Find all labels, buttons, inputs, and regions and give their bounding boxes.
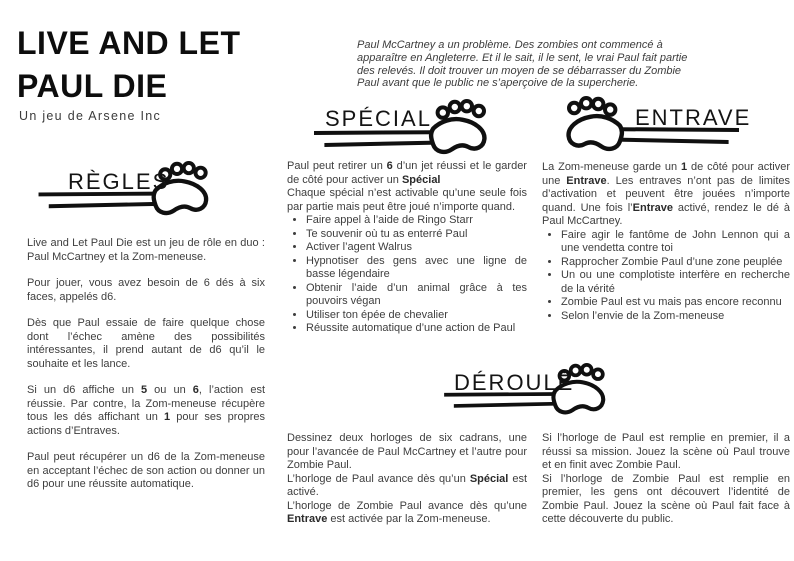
list-item: • Selon l’envie de la Zom-meneuse	[561, 310, 790, 324]
section-heading-regles: RÈGLES	[68, 169, 170, 194]
entrave-text-column	[542, 161, 790, 323]
list-item: • Obtenir l’aide d’un animal grâce à tes pouvoirs végan	[306, 282, 527, 309]
section-header-entrave	[551, 96, 752, 156]
paragraph: La Zom-meneuse garde un 1 de côté pour activer une Entrave. Les entraves n’ont pas de limites d’activation et peuvent être jouées n’importe quand. Une fois l’Entrave activé, rendez le dé à Paul McCartney.	[542, 161, 791, 227]
paragraph: Dès que Paul essaie de faire quelque chose dont l’échec amène des possibilités intéressantes, il prend autant de d6 qu’il le souhaite et les lance.	[27, 317, 265, 370]
page-title-line1: LIVE AND LET	[17, 25, 241, 61]
list-item: • Te souvenir où tu as enterré Paul	[306, 228, 527, 242]
list-item: • Réussite automatique d’une action de Paul	[306, 322, 527, 336]
paragraph: Si un d6 affiche un 5 ou un 6, l’action est réussie. Par contre, la Zom-meneuse récupère tous les dés affichant un 1 pour ses propres actions d’Entraves.	[27, 384, 265, 437]
paragraph: Si l’horloge de Paul est remplie en premier, il a réussi sa mission. Jouez la scène où Paul trouve et en finit avec Zombie Paul.	[542, 432, 790, 471]
entrave-bullet-list	[542, 229, 790, 324]
list-item: • Hypnotiser des gens avec une ligne de basse légendaire	[306, 255, 527, 282]
paragraph: Paul peut récupérer un d6 de la Zom-meneuse en acceptant l’échec de son action ou donner un d6 pour une réussite automatique.	[27, 451, 265, 490]
list-item: • Faire agir le fantôme de John Lennon qui a une vendetta contre toi	[561, 229, 790, 256]
paragraph: Paul peut retirer un 6 d’un jet réussi et le garder de côté pour activer un Spécial	[287, 160, 527, 186]
list-item: • Un ou une complotiste interfère en recherche de la vérité	[561, 269, 790, 296]
list-item: • Rapprocher Zombie Paul d’une zone peuplée	[561, 256, 790, 270]
section-heading-entrave: ENTRAVE	[635, 105, 752, 130]
paragraph: Si l’horloge de Zombie Paul est remplie en premier, les gens ont découvert l’identité de Zombie Paul. Jouez la scène où Paul fait face à cette découverte du public.	[542, 472, 790, 525]
section-heading-special: SPÉCIAL	[325, 106, 432, 131]
page-subtitle: Un jeu de Arsene Inc	[19, 109, 162, 123]
intro-text: Paul McCartney a un problème. Des zombies ont commencé à apparaître en Angleterre. Et il le sait, il le sent, le vrai Paul fait partie des relevés. Il doit trouver un moyen de se débarrasser du Zombie Paul avant que le public ne s’aperçoive de la supercherie.	[357, 39, 688, 90]
section-heading-deroule: DÉROULÉ	[454, 370, 575, 395]
paragraph: Chaque spécial n’est activable qu’une seule fois par partie mais peut être joué n’importe quand.	[287, 187, 527, 213]
paragraph: Pour jouer, vous avez besoin de 6 dés à six faces, appelés d6.	[27, 277, 265, 303]
special-text-column	[287, 160, 527, 336]
paragraph: L’horloge de Zombie Paul avance dès qu’une Entrave est activée par la Zom-meneuse.	[287, 499, 527, 525]
section-header-special	[301, 99, 511, 159]
list-item: • Utiliser ton épée de chevalier	[306, 309, 527, 323]
list-item: • Faire appel à l’aide de Ringo Starr	[306, 214, 527, 228]
deroule-right-text-column	[542, 432, 790, 527]
paragraph: Live and Let Paul Die est un jeu de rôle en duo : Paul McCartney et la Zom-meneuse.	[27, 237, 265, 263]
paragraph: Dessinez deux horloges de six cadrans, une pour l’avancée de Paul McCartney et l’autre pour Zombie Paul.	[287, 432, 527, 471]
regles-text-column	[27, 237, 265, 492]
page-title-line2: PAUL DIE	[17, 68, 168, 104]
section-header-regles	[38, 161, 220, 220]
deroule-left-text-column	[287, 432, 527, 527]
list-item: • Zombie Paul est vu mais pas encore reconnu	[561, 296, 790, 310]
section-header-deroule	[444, 363, 616, 419]
page-title	[17, 22, 282, 108]
list-item: • Activer l’agent Walrus	[306, 241, 527, 255]
paragraph: L’horloge de Paul avance dès qu’un Spécial est activé.	[287, 472, 528, 498]
special-bullet-list	[287, 214, 527, 336]
